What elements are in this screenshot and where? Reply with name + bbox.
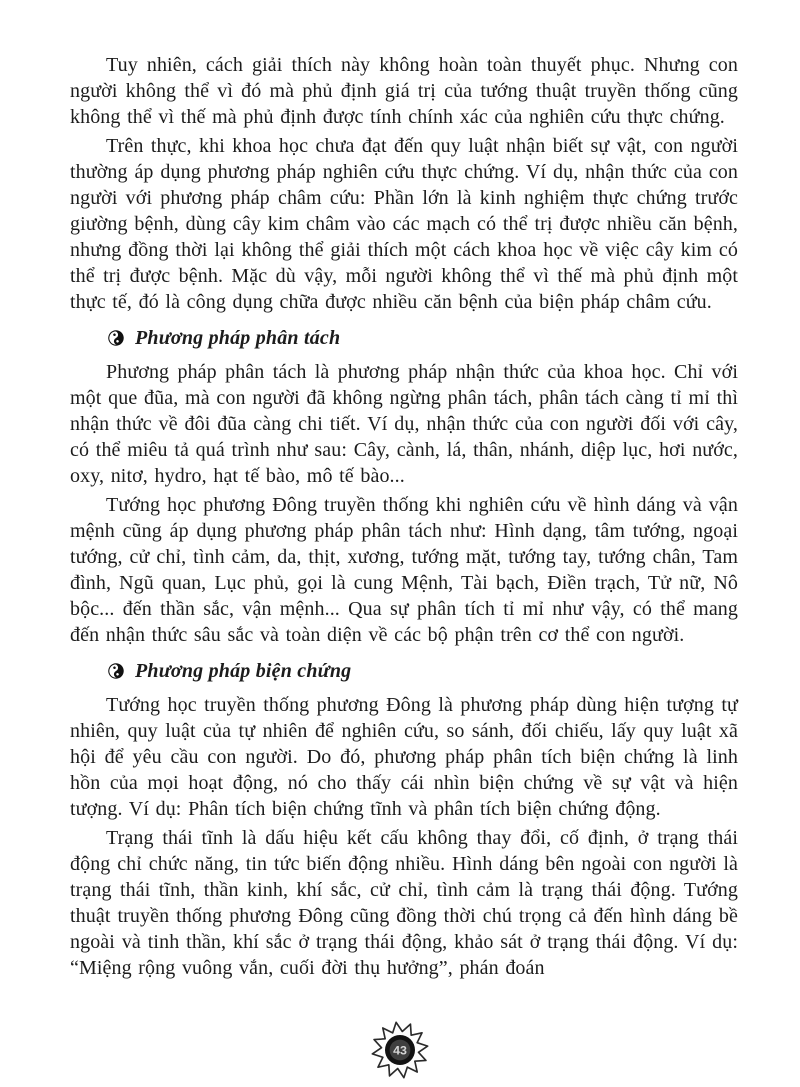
page-number-ornament — [370, 1020, 430, 1080]
section-heading-phan-tach — [108, 325, 738, 351]
paragraph: Tướng học phương Đông truyền thống khi nghiên cứu về hình dáng và vận mệnh cũng áp dụng phương pháp phân tách như: Hình dạng, tâm tướng, ngoại tướng, cử chỉ, tình cảm, da, thịt, xương, tướng mặt, tướng tay, tướng chân, Tam đình, Ngũ quan, Lục phủ, gọi là cung Mệnh, Tài bạch, Điền trạch, Tử nữ, Nô bộc... đến thần sắc, vận mệnh... Qua sự phân tích tỉ mỉ như vậy, có thể mang đến nhận thức sâu sắc và toàn diện về các bộ phận trên cơ thể con người. — [70, 494, 738, 646]
yin-yang-icon — [105, 660, 126, 681]
yin-yang-icon — [105, 327, 126, 348]
text-block — [70, 52, 738, 984]
section-heading-label: Phương pháp biện chứng — [135, 660, 352, 682]
paragraph: Trên thực, khi khoa học chưa đạt đến quy luật nhận biết sự vật, con người thường áp dụng phương pháp nghiên cứu thực chứng. Ví dụ, nhận thức của con người với phương pháp châm cứu: Phần lớn là kinh nghiệm thực chứng trước giường bệnh, dùng cây kim châm vào các mạch có thể trị được nhiều căn bệnh, nhưng đồng thời lại không thể giải thích một cách khoa học về việc cây kim có thể trị được bệnh. Mặc dù vậy, mỗi người không thể vì thế mà phủ định một thực tế, đó là công dụng chữa được nhiều căn bệnh của biện pháp châm cứu. — [70, 135, 738, 313]
paragraph: Phương pháp phân tách là phương pháp nhận thức của khoa học. Chỉ với một que đũa, mà con người đã không ngừng phân tách, phân tách càng tỉ mỉ thì nhận thức về đôi đũa càng chi tiết. Ví dụ, nhận thức của con người đối với cây, có thể miêu tả quá trình như sau: Cây, cành, lá, thân, nhánh, diệp lục, hơi nước, oxy, nitơ, hydro, hạt tế bào, mô tế bào... — [70, 361, 738, 487]
paragraph: Tướng học truyền thống phương Đông là phương pháp dùng hiện tượng tự nhiên, quy luật của tự nhiên để nghiên cứu, so sánh, đối chiếu, lấy quy luật xã hội để yêu cầu con người. Do đó, phương pháp phân tích biện chứng là linh hồn của mọi hoạt động, nó cho thấy cái nhìn biện chứng về sự vật và hiện tượng. Ví dụ: Phân tích biện chứng tĩnh và phân tích biện chứng động. — [70, 694, 738, 820]
paragraph: Tuy nhiên, cách giải thích này không hoàn toàn thuyết phục. Nhưng con người không thể vì đó mà phủ định giá trị của tướng thuật truyền thống cũng không thể vì thế mà phủ định được tính chính xác của nghiên cứu thực chứng. — [70, 54, 738, 128]
paragraph: Trạng thái tĩnh là dấu hiệu kết cấu không thay đổi, cố định, ở trạng thái động chỉ chức năng, tin tức biến động nhiều. Hình dáng bên ngoài con người là trạng thái tĩnh, thần kinh, khí sắc, cử chỉ, tình cảm là trạng thái động. Tướng thuật truyền thống phương Đông cũng đồng thời chú trọng cả đến hình dáng bề ngoài và tinh thần, khí sắc ở trạng thái động, khảo sát ở trạng thái động. Ví dụ: “Miệng rộng vuông vắn, cuối đời thụ hưởng”, phán đoán — [70, 827, 738, 979]
page-number: 43 — [393, 1043, 407, 1058]
section-heading-label: Phương pháp phân tách — [135, 327, 341, 349]
section-heading-bien-chung — [108, 658, 738, 684]
flame-icon — [370, 1020, 430, 1080]
